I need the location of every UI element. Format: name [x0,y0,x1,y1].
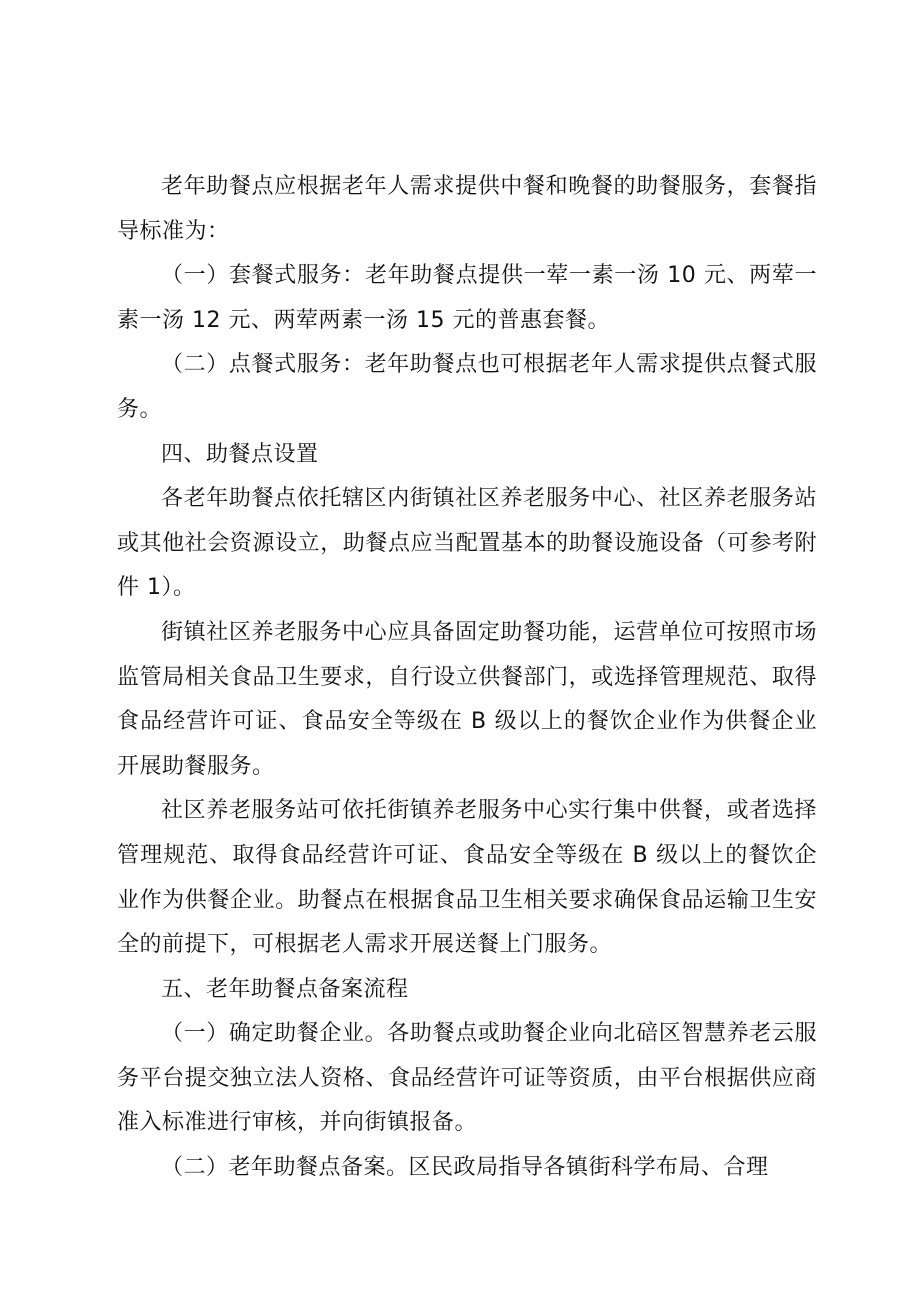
section-heading-filing: 五、老年助餐点备案流程 [161,976,409,1002]
paragraph-order-service: （二）点餐式服务：老年助餐点也可根据老年人需求提供点餐式服务。 [117,352,817,422]
paragraph-station-supply: 社区养老服务站可依托街镇养老服务中心实行集中供餐，或者选择管理规范、取得食品经营许可证、食品安全等级在 B 级以上的餐饮企业作为供餐企业。助餐点在根据食品卫生相关要求确保食品运输卫生安全的前提下，可根据老人需求开展送餐上门服务。 [117,798,817,958]
paragraph-confirm-enterprise: （一）确定助餐企业。各助餐点或助餐企业向北碚区智慧养老云服务平台提交独立法人资格、食品经营许可证等资质，由平台根据供应商准入标准进行审核，并向街镇报备。 [117,1021,817,1136]
paragraph-filing-guidance: （二）老年助餐点备案。区民政局指导各镇街科学布局、合理 [161,1155,769,1181]
document-body [117,165,817,1191]
section-heading-setup: 四、助餐点设置 [161,441,319,467]
paragraph-set-meal-service: （一）套餐式服务：老年助餐点提供一荤一素一汤 10 元、两荤一素一汤 12 元、两荤两素一汤 15 元的普惠套餐。 [117,263,817,333]
paragraph-setup-basis: 各老年助餐点依托辖区内街镇社区养老服务中心、社区养老服务站或其他社会资源设立，助餐点应当配置基本的助餐设施设备（可参考附件 1）。 [117,486,817,601]
paragraph-center-function: 街镇社区养老服务中心应具备固定助餐功能，运营单位可按照市场监管局相关食品卫生要求，自行设立供餐部门，或选择管理规范、取得食品经营许可证、食品安全等级在 B 级以上的餐饮企业作为供餐企业开展助餐服务。 [117,619,817,779]
paragraph-meal-standard: 老年助餐点应根据老年人需求提供中餐和晚餐的助餐服务，套餐指导标准为： [117,174,817,244]
